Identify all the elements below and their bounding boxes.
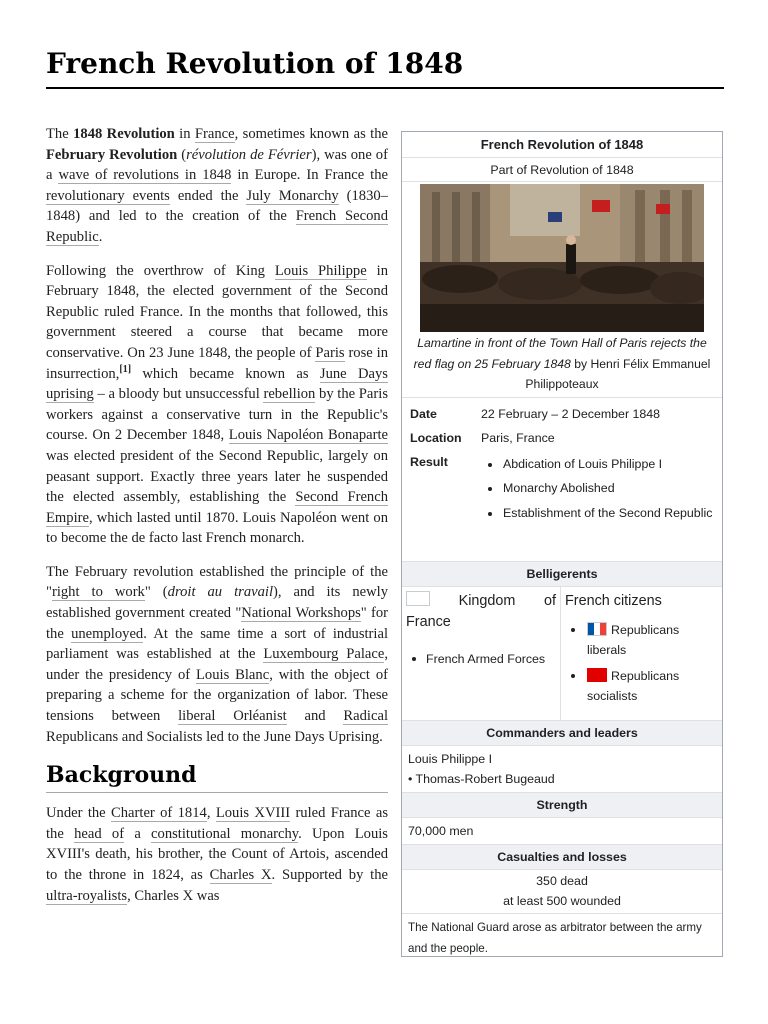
- result-value: [481, 450, 714, 528]
- intro-paragraph: The 1848 Revolution in France, sometimes known as the February Revolution (révolution de Février), was one of a wave of revolutions in 1848 in Europe. In France the revolutionary events ended the July Monarchy (1830–1848) and led to the creation of the French Second Republic.: [46, 126, 388, 245]
- french-tricolor-flag-icon: [587, 622, 607, 636]
- commanders-list: [402, 746, 722, 793]
- background-heading: Background: [46, 760, 388, 793]
- link-head-of[interactable]: head of: [74, 825, 125, 842]
- link-charles-x[interactable]: Charles X: [209, 867, 272, 883]
- lamartine-painting-image[interactable]: [420, 184, 704, 332]
- result-label: Result: [410, 454, 448, 469]
- article-body: [46, 124, 388, 919]
- link-june-days[interactable]: June Days uprising: [46, 365, 388, 403]
- strength-header: Strength: [402, 793, 722, 818]
- link-rebellion[interactable]: rebellion: [263, 386, 316, 403]
- link-louis-philippe[interactable]: Louis Philippe: [274, 262, 367, 279]
- link-second-empire[interactable]: Second French Empire: [46, 489, 388, 526]
- link-louis-blanc[interactable]: Louis Blanc: [196, 666, 270, 683]
- belligerents-header: Belligerents: [402, 562, 722, 587]
- commander-bugeaud[interactable]: • Thomas-Robert Bugeaud: [408, 771, 555, 786]
- reference-1[interactable]: [1]: [119, 363, 132, 375]
- link-constitutional-monarchy[interactable]: constitutional monarchy: [151, 825, 299, 842]
- link-paris[interactable]: Paris: [315, 344, 345, 361]
- casualties-wounded: at least 500 wounded: [503, 894, 621, 908]
- red-flag-icon: [587, 668, 607, 682]
- link-national-workshops[interactable]: National Workshops: [241, 605, 361, 622]
- belligerent-kingdom: [402, 587, 561, 720]
- link-louis-xviii[interactable]: Louis XVIII: [215, 805, 291, 822]
- casualties-dead: 350 dead: [536, 873, 588, 888]
- link-liberal-orleanist[interactable]: liberal Orléanist: [178, 708, 287, 725]
- french-armed-forces[interactable]: French Armed Forces: [406, 649, 556, 669]
- link-second-republic[interactable]: French Second Republic: [46, 208, 388, 245]
- date-row: [410, 402, 714, 426]
- link-unemployed[interactable]: unemployed: [71, 625, 144, 642]
- republicans-socialists[interactable]: Republicans socialists: [565, 666, 718, 706]
- link-france[interactable]: France: [194, 126, 235, 142]
- commander-louis-philippe[interactable]: Louis Philippe I: [408, 751, 493, 766]
- link-right-to-work[interactable]: right to work: [51, 584, 145, 601]
- result-item: Abdication of Louis Philippe I: [481, 454, 714, 475]
- kingdom-of-france[interactable]: Kingdom of: [406, 591, 556, 612]
- february-revolution-paragraph: The February revolution established the principle of the "right to work" (droit au travail), and its newly established government created "National Workshops" for the unemployed. At the same time a sort of industrial parliament was established at the Luxembourg Palace, under the presidency of Louis Blanc, with the object of preparing a scheme for the organization of labor. These tensions between liberal Orléanist and Radical Republicans and Socialists led to the June Days Uprising.: [46, 563, 388, 745]
- date-label: Date: [410, 406, 437, 421]
- infobox-subtitle: Part of Revolution of 1848: [402, 158, 722, 182]
- link-wave-of-revolutions[interactable]: wave of revolutions in 1848: [58, 167, 232, 184]
- result-item: Monarchy Abolished: [481, 478, 714, 499]
- casualties-header: Casualties and losses: [402, 845, 722, 870]
- infobox: [401, 131, 723, 957]
- location-value: Paris, France: [481, 430, 555, 445]
- infobox-fields: [402, 398, 722, 562]
- republicans-liberals[interactable]: Republicans liberals: [565, 620, 718, 660]
- location-row: [410, 426, 714, 450]
- link-luxembourg-palace[interactable]: Luxembourg Palace: [263, 646, 385, 663]
- date-value: 22 February – 2 December 1848: [481, 406, 661, 421]
- result-row: [410, 450, 714, 528]
- title-divider: [46, 87, 724, 89]
- link-louis-napoleon[interactable]: Louis Napoléon Bonaparte: [228, 427, 388, 444]
- commanders-header: Commanders and leaders: [402, 721, 722, 746]
- link-radical[interactable]: Radical: [343, 708, 388, 725]
- french-citizens: French citizens: [565, 592, 662, 609]
- location-label: Location: [410, 430, 462, 445]
- belligerents-section: [402, 587, 722, 721]
- infobox-title: French Revolution of 1848: [402, 132, 722, 158]
- overthrow-paragraph: Following the overthrow of King Louis Philippe in February 1848, the elected government of the Second Republic ruled France. In the months that followed, this government steered a course that became more conservative. On 23 June 1848, the people of Paris rose in insurrection,[1] which became known as June Days uprising – a bloody but unsuccessful rebellion by the Paris workers against a conservative turn in the Republic's course. On 2 December 1848, Louis Napoléon Bonaparte was elected president of the Second Republic, largely on peasant support. Exactly three years later he suspended the elected assembly, establishing the Second French Empire, which lasted until 1870. Louis Napoléon went on to become the de facto last French monarch.: [46, 262, 389, 547]
- casualties-values: [402, 870, 722, 914]
- link-july-monarchy[interactable]: July Monarchy: [246, 187, 339, 204]
- link-revolutionary-events[interactable]: revolutionary events: [46, 187, 170, 204]
- belligerent-citizens: [561, 587, 722, 720]
- strength-value: 70,000 men: [402, 818, 722, 845]
- kingdom-flag-icon: [406, 591, 430, 606]
- infobox-note: The National Guard arose as arbitrator between the army and the people.: [408, 920, 702, 955]
- page-title: French Revolution of 1848: [46, 47, 464, 80]
- background-paragraph: Under the Charter of 1814, Louis XVIII ruled France as the head of a constitutional monarchy. Upon Louis XVIII's death, his brother, the Count of Artois, ascended to the throne in 1824, as Charles X. Supported by the ultra-royalists, Charles X was: [46, 805, 388, 904]
- image-caption: Lamartine in front of the Town Hall of Paris rejects the red flag on 25 February 1848 by Henri Félix Emmanuel Philippoteaux: [402, 332, 722, 398]
- kingdom-name-line: France: [406, 613, 451, 630]
- link-charter-1814[interactable]: Charter of 1814: [111, 805, 207, 822]
- result-item: Establishment of the Second Republic: [481, 503, 714, 524]
- link-ultra-royalists[interactable]: ultra-royalists: [46, 887, 128, 904]
